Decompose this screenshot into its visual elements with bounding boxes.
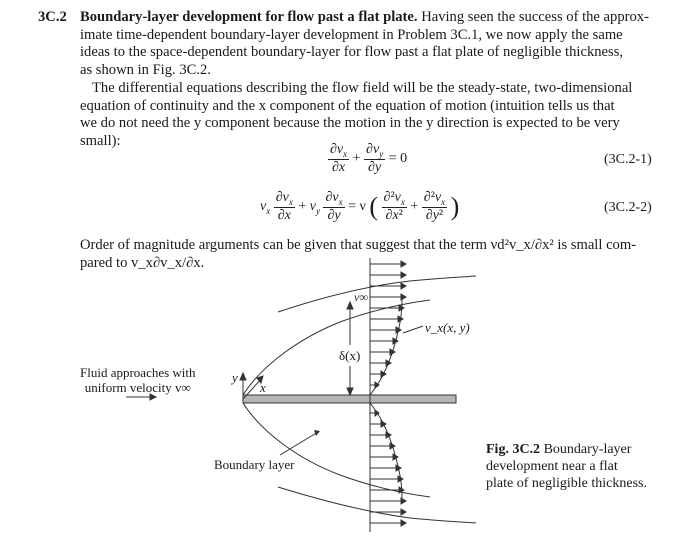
boundary-layer-edge-lower <box>243 403 430 497</box>
equation-motion: $v_x$ $\frac{\partial v_x}{\partial x}$ + $v_y$ $\frac{\partial v_x}{\partial y}$ = ν ( $\frac{\partial^2v_x}{\text{∂x²}}$ + $\frac{\partial^2v_x}{\text{∂y²}}$ ) <box>260 190 460 223</box>
fluid-approach-line-1: Fluid approaches with <box>80 365 196 380</box>
equation-continuity: $\frac{\partial v_x}{\partial x}$ + $\frac{\partial v_y}{\partial y}$ = 0 <box>330 142 408 175</box>
caption-line-1: Boundary-layer <box>540 442 632 457</box>
caption-line-2: development near a flat <box>486 459 618 474</box>
para2-line-4: small): <box>80 132 121 149</box>
velocity-profile-lower <box>370 403 402 498</box>
caption-figure-number: Fig. 3C.2 <box>486 442 541 457</box>
figure-caption <box>486 441 696 492</box>
y-axis-label: y <box>232 370 238 385</box>
fluid-approach-label <box>80 365 196 395</box>
boundary-layer-edge-upper <box>243 300 430 395</box>
velocity-field-label: v_x(x, y) <box>425 320 470 335</box>
upper-streamline <box>278 276 476 312</box>
equation-2-number: (3C.2-2) <box>604 200 652 215</box>
flat-plate <box>243 395 456 403</box>
intro-line-2: imate time-dependent boundary-layer development in Problem 3C.1, we now apply the same <box>80 26 623 43</box>
boundary-layer-label: Boundary layer <box>214 457 295 472</box>
intro-line-1: Having seen the success of the approx- <box>421 9 649 25</box>
para2-line-2: equation of continuity and the x component of the equation of motion (intuition tells us that <box>80 97 615 114</box>
problem-number: 3C.2 <box>38 9 67 25</box>
boundary-thickness-label: δ(x) <box>339 348 361 363</box>
para3-line-1: Order of magnitude arguments can be given that suggest that the term νd²v_x/∂x² is small com- <box>80 237 637 253</box>
intro-line-3: ideas to the space-dependent boundary-layer for flow past a flat plate of negligible thickness, <box>80 44 624 61</box>
para2-line-3: we do not need the y component because the motion in the y direction is expected to be very <box>80 115 620 132</box>
para3-line-2: pared to v_x∂v_x/∂x. <box>80 254 205 271</box>
para2-line-1: The differential equations describing the flow field will be the steady-state, two-dimensional <box>92 80 633 96</box>
fluid-approach-line-2: uniform velocity v∞ <box>84 380 191 395</box>
intro-line-4: as shown in Fig. 3C.2. <box>80 61 211 78</box>
x-axis-label: x <box>260 380 266 395</box>
lower-streamline <box>278 487 476 523</box>
free-stream-velocity-label: v∞ <box>354 290 368 304</box>
velocity-profile-upper <box>370 300 402 395</box>
problem-title: Boundary-layer development for flow past a flat plate. <box>80 9 418 25</box>
caption-line-3: plate of negligible thickness. <box>486 476 647 491</box>
equation-1-number: (3C.2-1) <box>604 152 652 167</box>
